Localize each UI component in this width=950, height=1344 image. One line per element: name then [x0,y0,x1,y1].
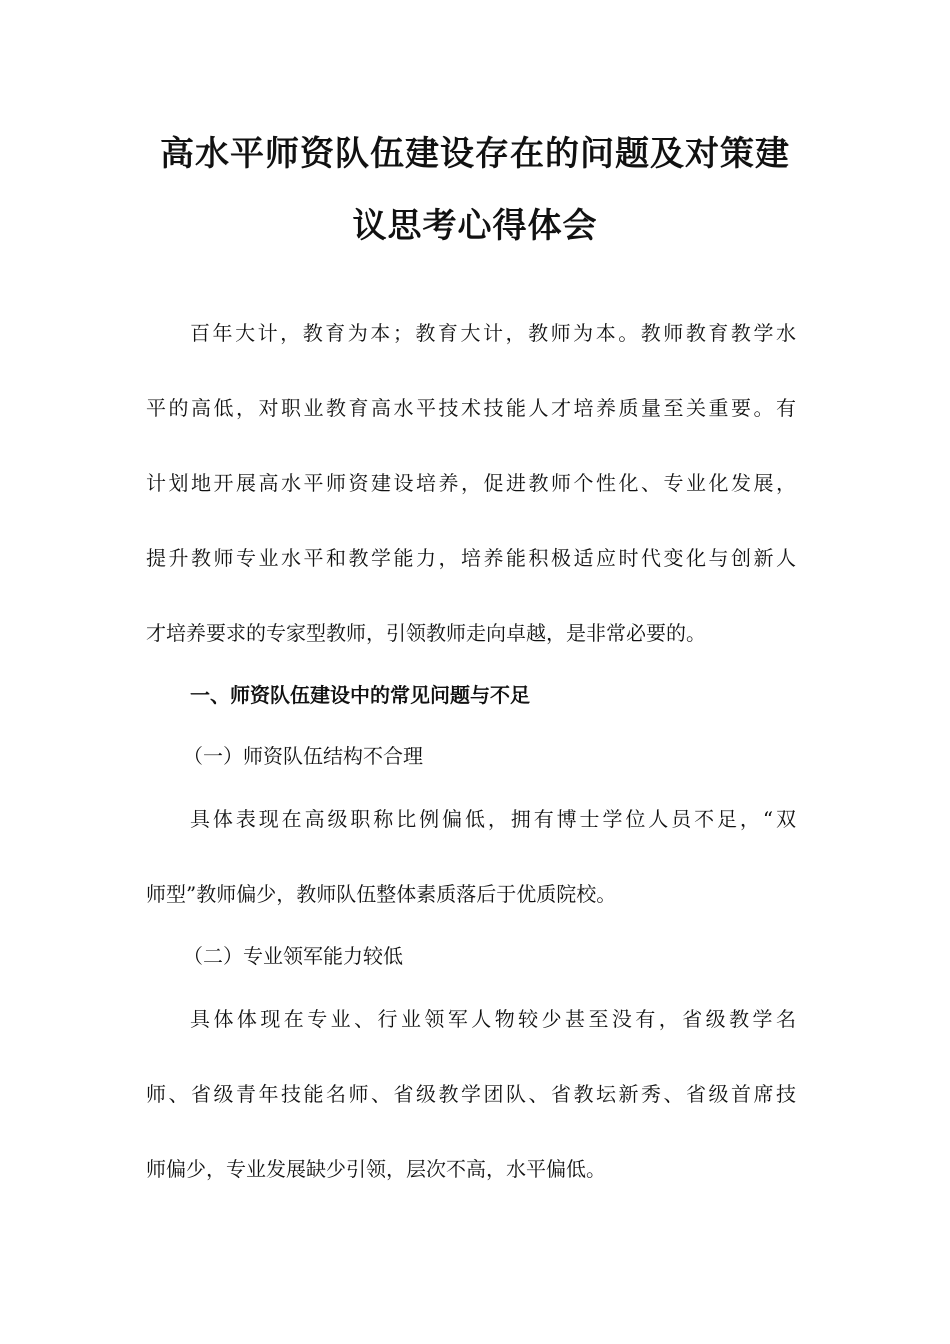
subsection-2-line-2: 师、省级青年技能名师、省级教学团队、省教坛新秀、省级首席技 [146,1082,796,1106]
subsection-2-line-3: 师偏少，专业发展缺少引领，层次不高，水平偏低。 [146,1157,606,1181]
intro-line-1: 百年大计，教育为本；教育大计，教师为本。教师教育教学水 [190,321,796,345]
intro-line-3: 计划地开展高水平师资建设培养，促进教师个性化、专业化发展， [146,471,796,495]
intro-line-2: 平的高低，对职业教育高水平技术技能人才培养质量至关重要。有 [146,396,796,420]
intro-line-5: 才培养要求的专家型教师，引领教师走向卓越，是非常必要的。 [146,621,706,645]
subsection-1-heading: （一）师资队伍结构不合理 [183,744,423,768]
subsection-1-line-2: 师型”教师偏少，教师队伍整体素质落后于优质院校。 [146,882,617,906]
document-title-line-2: 议思考心得体会 [352,206,598,246]
subsection-1-line-1: 具体表现在高级职称比例偏低，拥有博士学位人员不足，“双 [190,807,796,831]
intro-line-4: 提升教师专业水平和教学能力，培养能积极适应时代变化与创新人 [146,546,796,570]
subsection-2-line-1: 具体体现在专业、行业领军人物较少甚至没有，省级教学名 [190,1007,796,1031]
section-1-heading: 一、师资队伍建设中的常见问题与不足 [190,683,530,707]
subsection-2-heading: （二）专业领军能力较低 [183,944,403,968]
document-title-line-1: 高水平师资队伍建设存在的问题及对策建 [160,134,790,174]
